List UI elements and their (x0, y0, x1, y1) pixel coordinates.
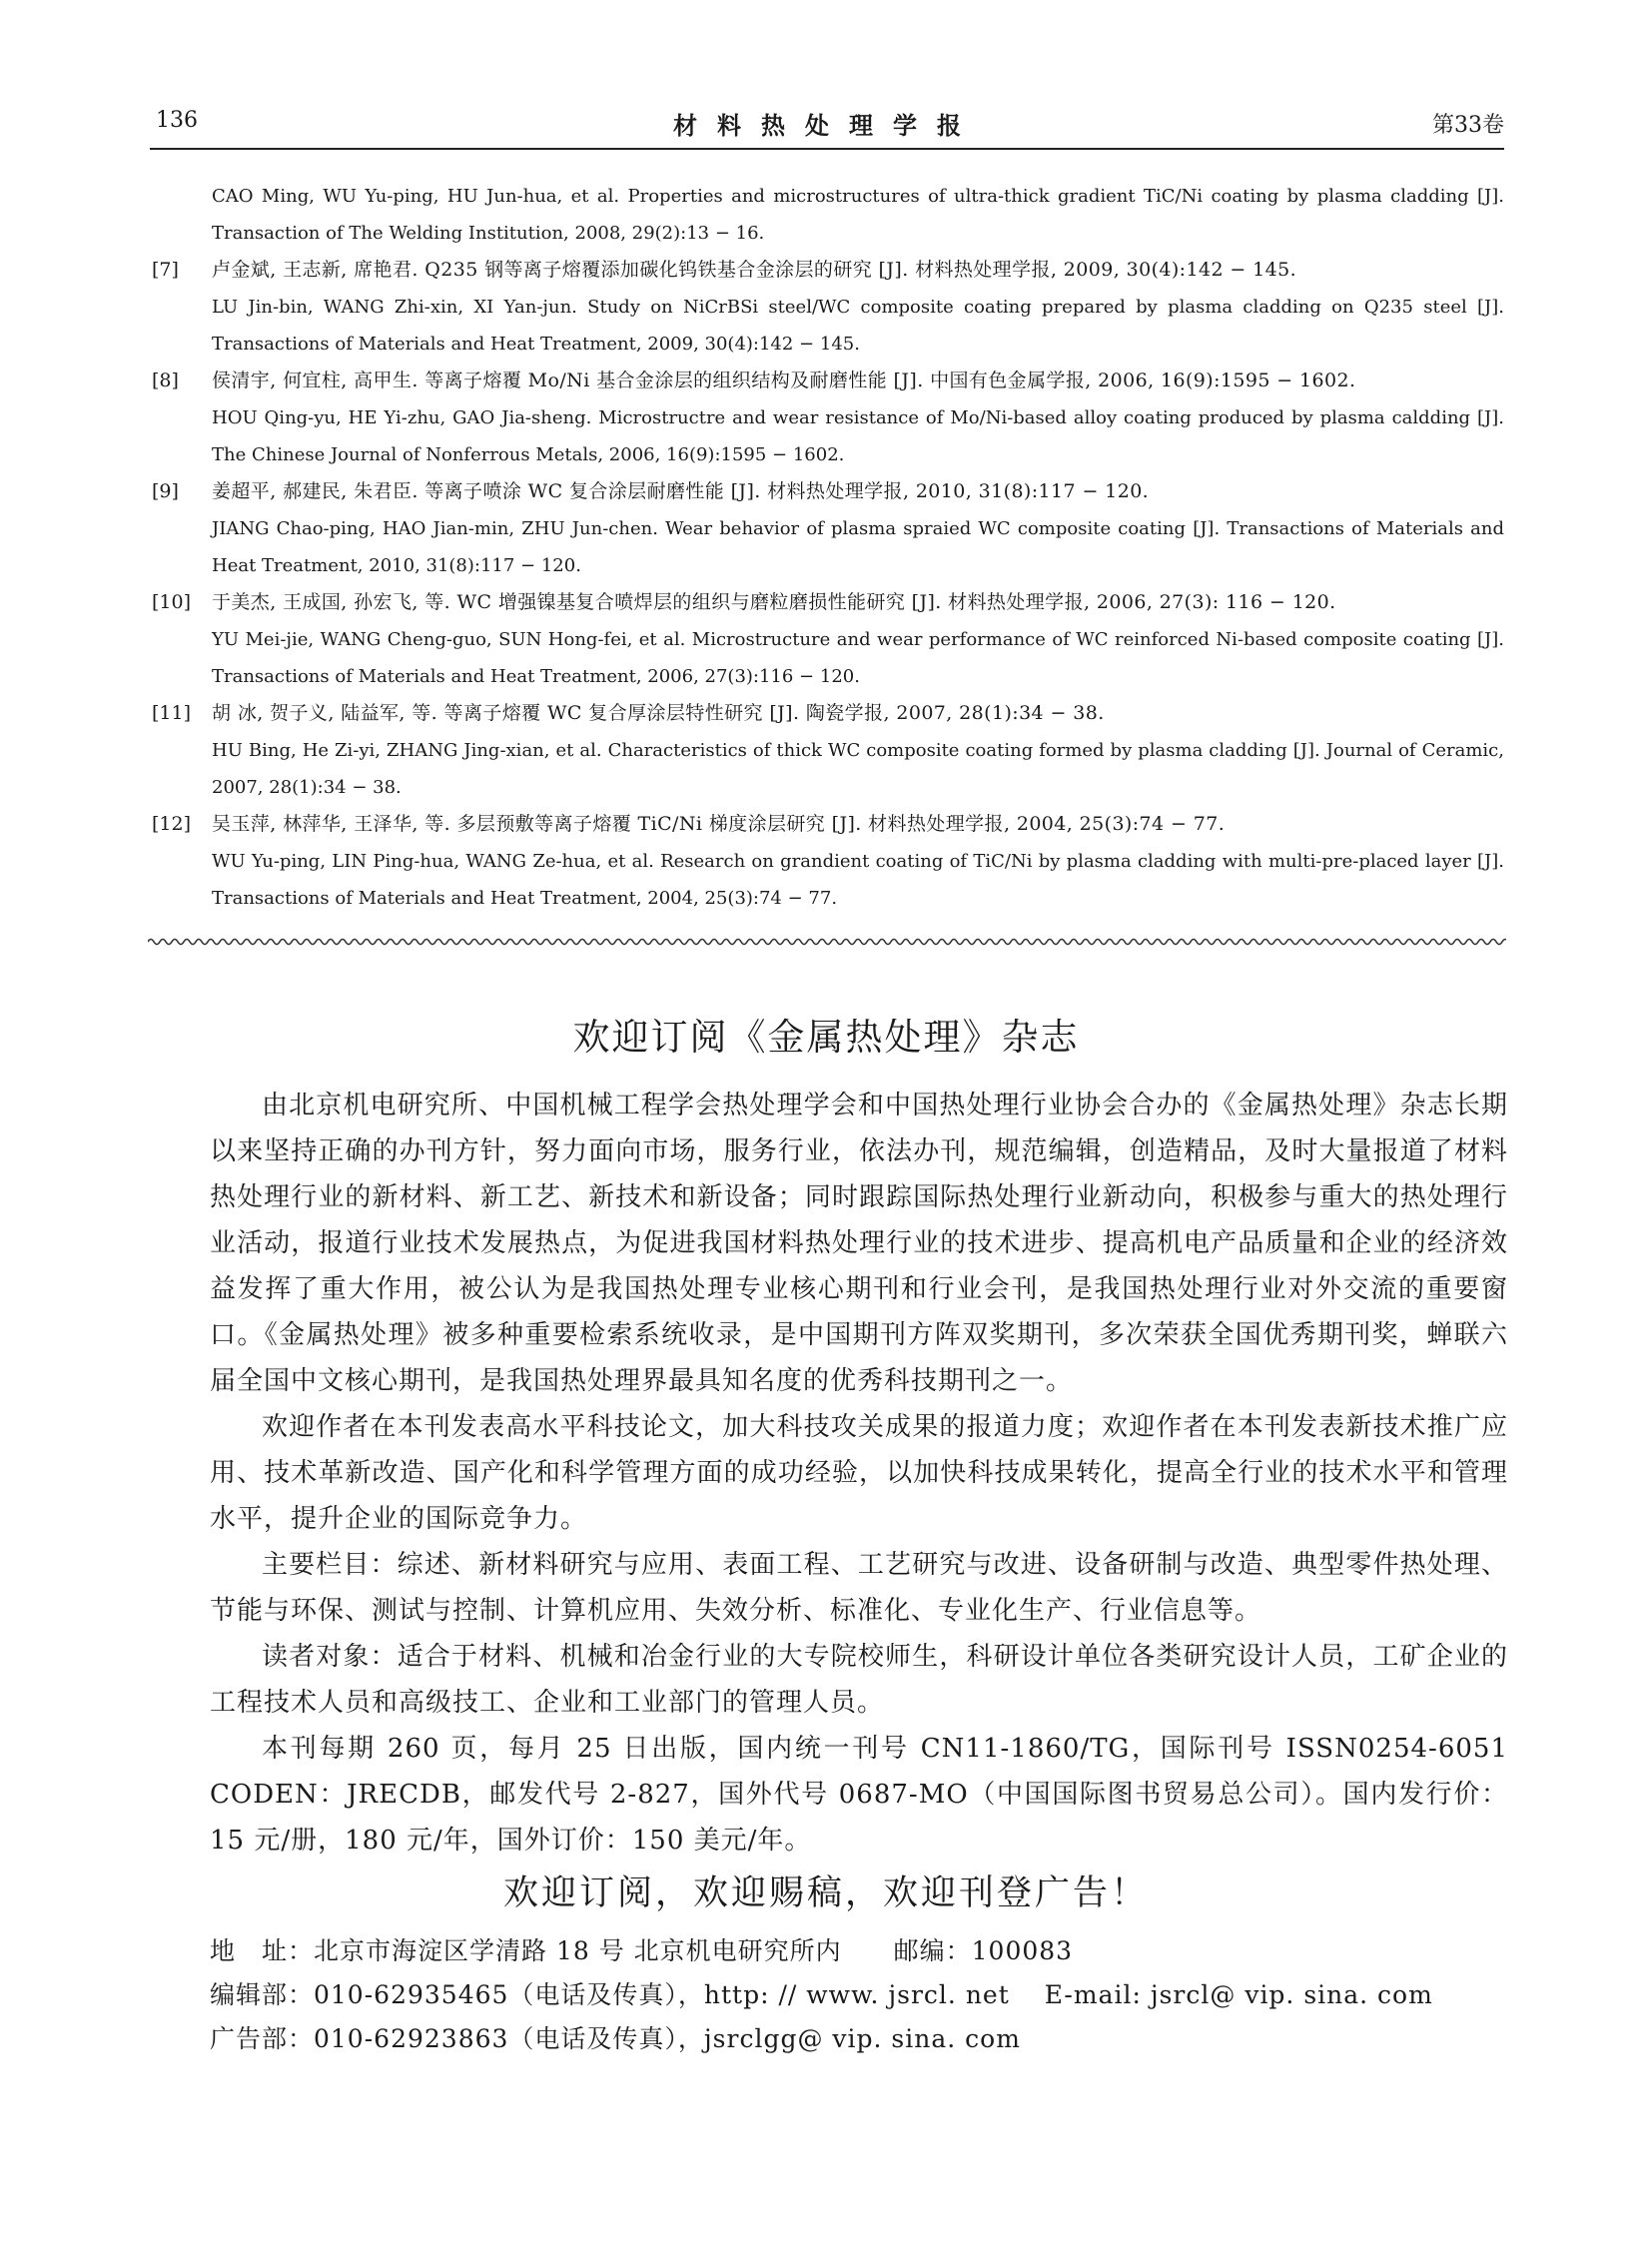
reference-list (150, 178, 1504, 917)
reference-chinese: 于美杰, 王成国, 孙宏飞, 等. WC 增强镍基复合喷焊层的组织与磨粒磨损性能研究 [J]. 材料热处理学报, 2006, 27(3): 116 − 120. (212, 591, 1336, 613)
reference-number: [12] (152, 813, 192, 835)
notice-paragraph: 主要栏目：综述、新材料研究与应用、表面工程、工艺研究与改进、设备研制与改造、典型零件热处理、节能与环保、测试与控制、计算机应用、失效分析、标准化、专业化生产、行业信息等。 (210, 1550, 1508, 1626)
reference-number: [10] (152, 591, 192, 613)
page-number: 136 (156, 108, 198, 133)
reference-english: CAO Ming, WU Yu-ping, HU Jun-hua, et al. Properties and microstructures of ultra-thick gradient TiC/Ni coating by plasma cladding [J]. Transaction of The Welding Institution, 2008, 29(2):13 − 16. (212, 186, 1504, 244)
reference-english: LU Jin-bin, WANG Zhi-xin, XI Yan-jun. Study on NiCrBSi steel/WC composite coating prepared by plasma cladding on Q235 steel [J]. Transactions of Materials and Heat Treatment, 2009, 30(4):142 − 145. (212, 297, 1504, 355)
header-rule (150, 148, 1504, 150)
notice-paragraph: 由北京机电研究所、中国机械工程学会热处理学会和中国热处理行业协会合办的《金属热处理》杂志长期以来坚持正确的办刊方针，努力面向市场，服务行业，依法办刊，规范编辑，创造精品，及时大量报道了材料热处理行业的新材料、新工艺、新技术和新设备；同时跟踪国际热处理行业新动向，积极参与重大的热处理行业活动，报道行业技术发展热点，为促进我国材料热处理行业的技术进步、提高机电产品质量和企业的经济效益发挥了重大作用，被公认为是我国热处理专业核心期刊和行业会刊，是我国热处理行业对外交流的重要窗口。《金属热处理》被多种重要检索系统收录，是中国期刊方阵双奖期刊，多次荣获全国优秀期刊奖，蝉联六届全国中文核心期刊，是我国热处理界最具知名度的优秀科技期刊之一。 (210, 1091, 1508, 1396)
notice-paragraph: 读者对象：适合于材料、机械和冶金行业的大专院校师生，科研设计单位各类研究设计人员，工矿企业的工程技术人员和高级技工、企业和工业部门的管理人员。 (210, 1642, 1508, 1718)
editorial-contact-line: 编辑部：010-62935465（电话及传真），http: // www. jsrcl. net E-mail: jsrcl@ vip. sina. com (210, 1980, 1433, 2009)
reference-chinese: 吴玉萍, 林萍华, 王泽华, 等. 多层预敷等离子熔覆 TiC/Ni 梯度涂层研究 [J]. 材料热处理学报, 2004, 25(3):74 − 77. (212, 813, 1226, 835)
reference-item (150, 806, 1504, 917)
reference-chinese: 侯清宇, 何宜柱, 高甲生. 等离子熔覆 Mo/Ni 基合金涂层的组织结构及耐磨性能 [J]. 中国有色金属学报, 2006, 16(9):1595 − 1602. (212, 370, 1356, 391)
notice-paragraph: 欢迎作者在本刊发表高水平科技论文，加大科技攻关成果的报道力度；欢迎作者在本刊发表新技术推广应用、技术革新改造、国产化和科学管理方面的成功经验，以加快科技成果转化，提高全行业的技术水平和管理水平，提升企业的国际竞争力。 (210, 1412, 1508, 1534)
wavy-divider (148, 935, 1506, 949)
advertising-contact-line: 广告部：010-62923863（电话及传真），jsrclgg@ vip. sina. com (210, 2024, 1021, 2053)
journal-title: 材料热处理学报 (673, 111, 981, 140)
running-header (150, 108, 1504, 148)
reference-english: HU Bing, He Zi-yi, ZHANG Jing-xian, et al. Characteristics of thick WC composite coating formed by plasma cladding [J]. Journal of Ceramic, 2007, 28(1):34 − 38. (212, 740, 1504, 798)
contact-info (210, 1929, 1508, 2061)
reference-item (150, 178, 1504, 252)
volume-label: 第33卷 (1432, 113, 1504, 138)
reference-english: WU Yu-ping, LIN Ping-hua, WANG Ze-hua, et al. Research on grandient coating of TiC/Ni by plasma cladding with multi-pre-placed layer [J]. Transactions of Materials and Heat Treatment, 2004, 25(3):74 − 77. (212, 851, 1504, 909)
reference-english: JIANG Chao-ping, HAO Jian-min, ZHU Jun-chen. Wear behavior of plasma spraied WC composite coating [J]. Transactions of Materials and Heat Treatment, 2010, 31(8):117 − 120. (212, 518, 1504, 576)
notice-paragraph: 本刊每期 260 页，每月 25 日出版，国内统一刊号 CN11-1860/TG，国际刊号 ISSN0254-6051 CODEN：JRECDB，邮发代号 2-827，国外代号 0687-MO（中国国际图书贸易总公司）。国内发行价：15 元/册，180 元/年，国外订价：150 美元/年。 (210, 1734, 1508, 1856)
reference-english: YU Mei-jie, WANG Cheng-guo, SUN Hong-fei, et al. Microstructure and wear performance of WC reinforced Ni-based composite coating [J]. Transactions of Materials and Heat Treatment, 2006, 27(3):116 − 120. (212, 629, 1504, 687)
reference-item (150, 252, 1504, 363)
reference-item (150, 473, 1504, 584)
closing-slogan: 欢迎订阅，欢迎赐稿，欢迎刊登广告！ (502, 1873, 1149, 1913)
reference-item (150, 584, 1504, 695)
reference-number: [11] (152, 702, 192, 724)
notice-body (210, 1083, 1508, 1864)
reference-chinese: 姜超平, 郝建民, 朱君臣. 等离子喷涂 WC 复合涂层耐磨性能 [J]. 材料热处理学报, 2010, 31(8):117 − 120. (212, 480, 1150, 502)
reference-item (150, 695, 1504, 806)
reference-number: [8] (152, 370, 179, 391)
reference-chinese: 卢金斌, 王志新, 席艳君. Q235 钢等离子熔覆添加碳化钨铁基合金涂层的研究 [J]. 材料热处理学报, 2009, 30(4):142 − 145. (212, 259, 1297, 281)
address-line: 地 址：北京市海淀区学清路 18 号 北京机电研究所内 邮编：100083 (210, 1936, 1074, 1965)
reference-number: [7] (152, 259, 179, 281)
reference-item (150, 363, 1504, 473)
reference-english: HOU Qing-yu, HE Yi-zhu, GAO Jia-sheng. Microstructre and wear resistance of Mo/Ni-based alloy coating produced by plasma caldding [J]. The Chinese Journal of Nonferrous Metals, 2006, 16(9):1595 − 1602. (212, 407, 1504, 465)
reference-number: [9] (152, 480, 179, 502)
notice-title: 欢迎订阅《金属热处理》杂志 (572, 1016, 1080, 1059)
reference-chinese: 胡 冰, 贺子义, 陆益军, 等. 等离子熔覆 WC 复合厚涂层特性研究 [J]. 陶瓷学报, 2007, 28(1):34 − 38. (212, 702, 1105, 724)
